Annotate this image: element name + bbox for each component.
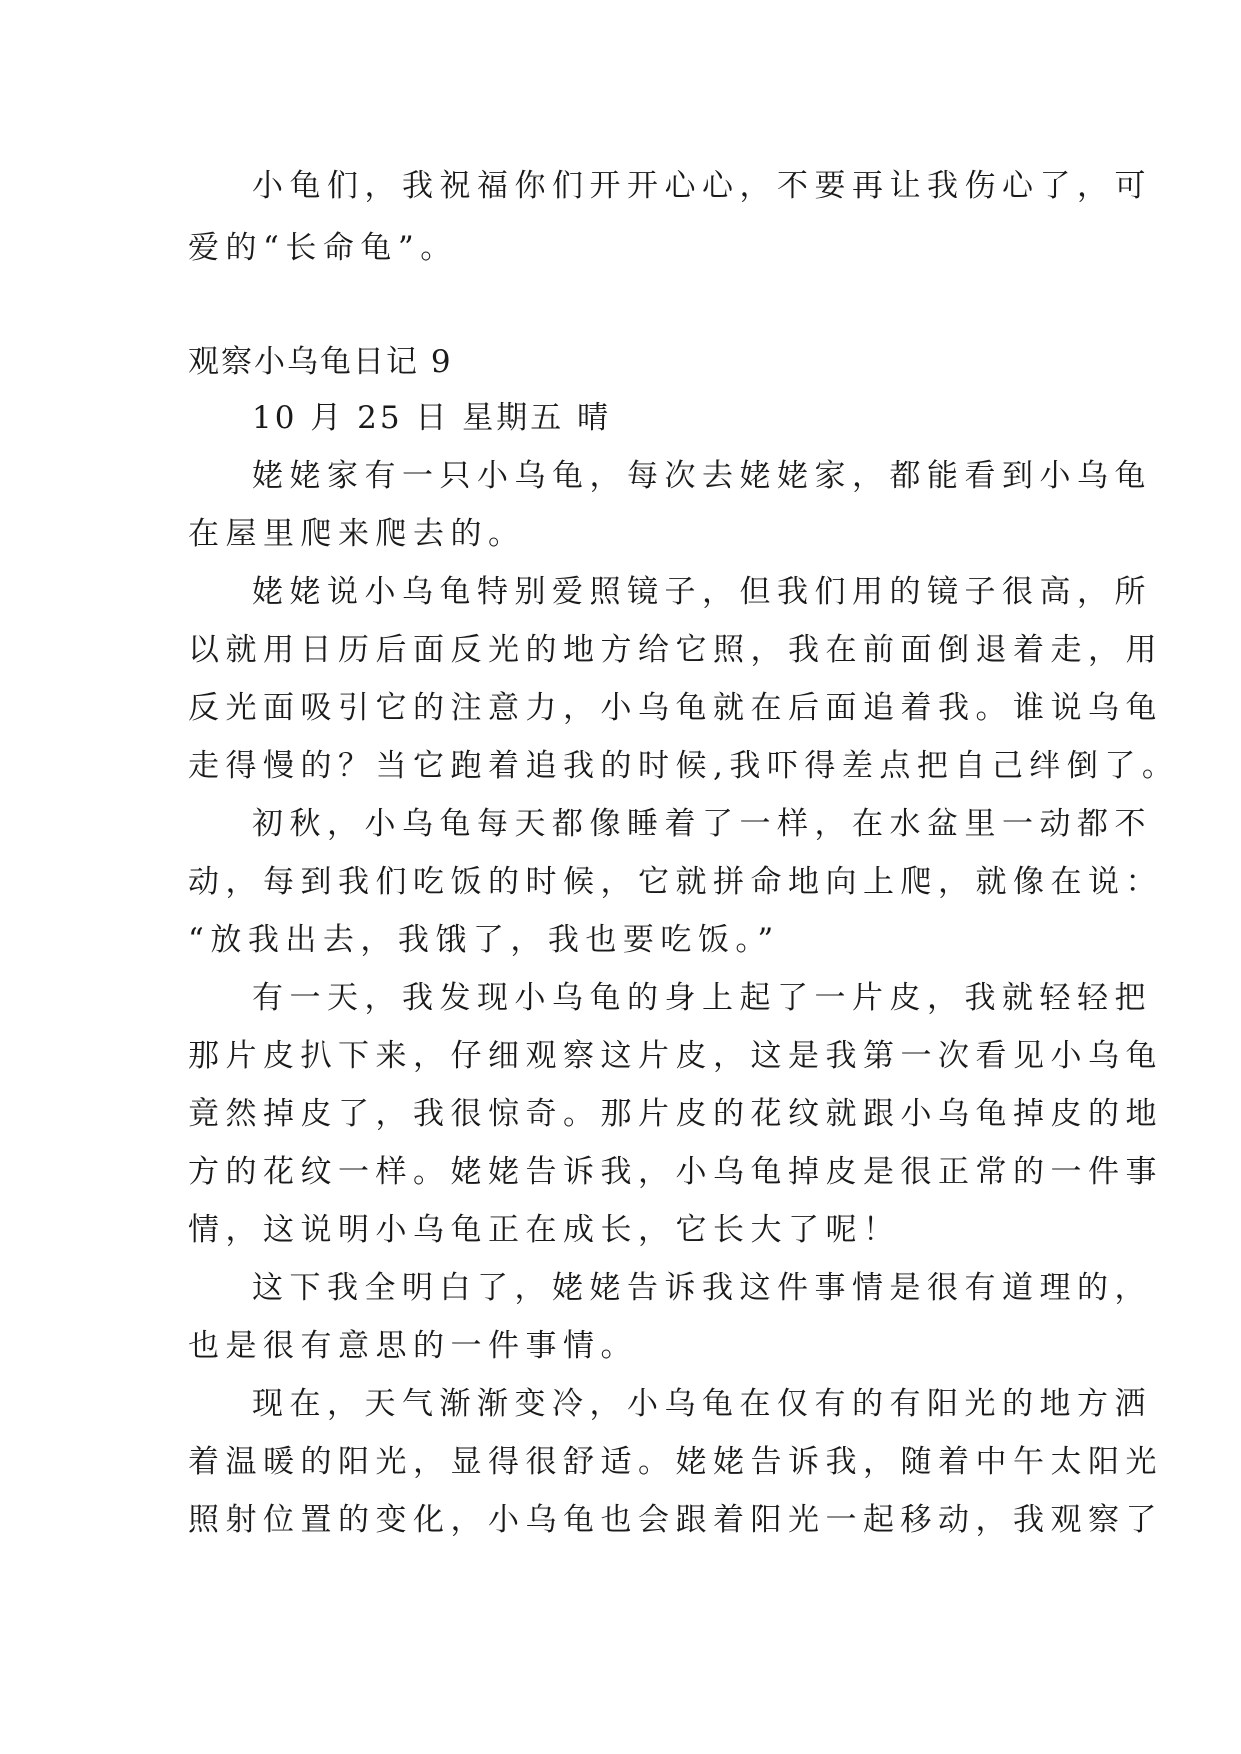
paragraph-line: 爱的“长命龟”。 [188,230,458,266]
paragraph-line: 初秋，小乌龟每天都像睡着了一样，在水盆里一动都不 [252,806,1152,842]
paragraph-line: 竟然掉皮了，我很惊奇。那片皮的花纹就跟小乌龟掉皮的地 [188,1096,1163,1132]
paragraph-line: 照射位置的变化，小乌龟也会跟着阳光一起移动，我观察了 [188,1502,1163,1538]
paragraph-line: 着温暖的阳光，显得很舒适。姥姥告诉我，随着中午太阳光 [188,1444,1163,1480]
paragraph-line: 反光面吸引它的注意力，小乌龟就在后面追着我。谁说乌龟 [188,690,1163,726]
diary-date: 10 月 25 日 星期五 晴 [252,400,612,436]
paragraph-line: 姥姥说小乌龟特别爱照镜子，但我们用的镜子很高，所 [252,574,1152,610]
paragraph-line: 动，每到我们吃饭的时候，它就拼命地向上爬，就像在说： [188,864,1163,900]
paragraph-line: 有一天，我发现小乌龟的身上起了一片皮，我就轻轻把 [252,980,1152,1016]
paragraph-line: 情，这说明小乌龟正在成长，它长大了呢！ [188,1212,901,1248]
paragraph-line: 以就用日历后面反光的地方给它照，我在前面倒退着走，用 [188,632,1163,668]
paragraph-line: 姥姥家有一只小乌龟，每次去姥姥家，都能看到小乌龟 [252,458,1152,494]
paragraph-line: “放我出去，我饿了，我也要吃饭。” [188,922,780,958]
paragraph-line: 也是很有意思的一件事情。 [188,1328,638,1364]
paragraph-line: 现在，天气渐渐变冷，小乌龟在仅有的有阳光的地方洒 [252,1386,1152,1422]
diary-title: 观察小乌龟日记 9 [188,344,453,380]
paragraph-line: 那片皮扒下来，仔细观察这片皮，这是我第一次看见小乌龟 [188,1038,1163,1074]
paragraph-line: 走得慢的？当它跑着追我的时候,我吓得差点把自己绊倒了。 [188,748,1180,784]
paragraph-line: 小龟们，我祝福你们开开心心，不要再让我伤心了，可 [252,168,1152,204]
paragraph-line: 这下我全明白了，姥姥告诉我这件事情是很有道理的， [252,1270,1152,1306]
paragraph-line: 方的花纹一样。姥姥告诉我，小乌龟掉皮是很正常的一件事 [188,1154,1163,1190]
paragraph-line: 在屋里爬来爬去的。 [188,516,526,552]
